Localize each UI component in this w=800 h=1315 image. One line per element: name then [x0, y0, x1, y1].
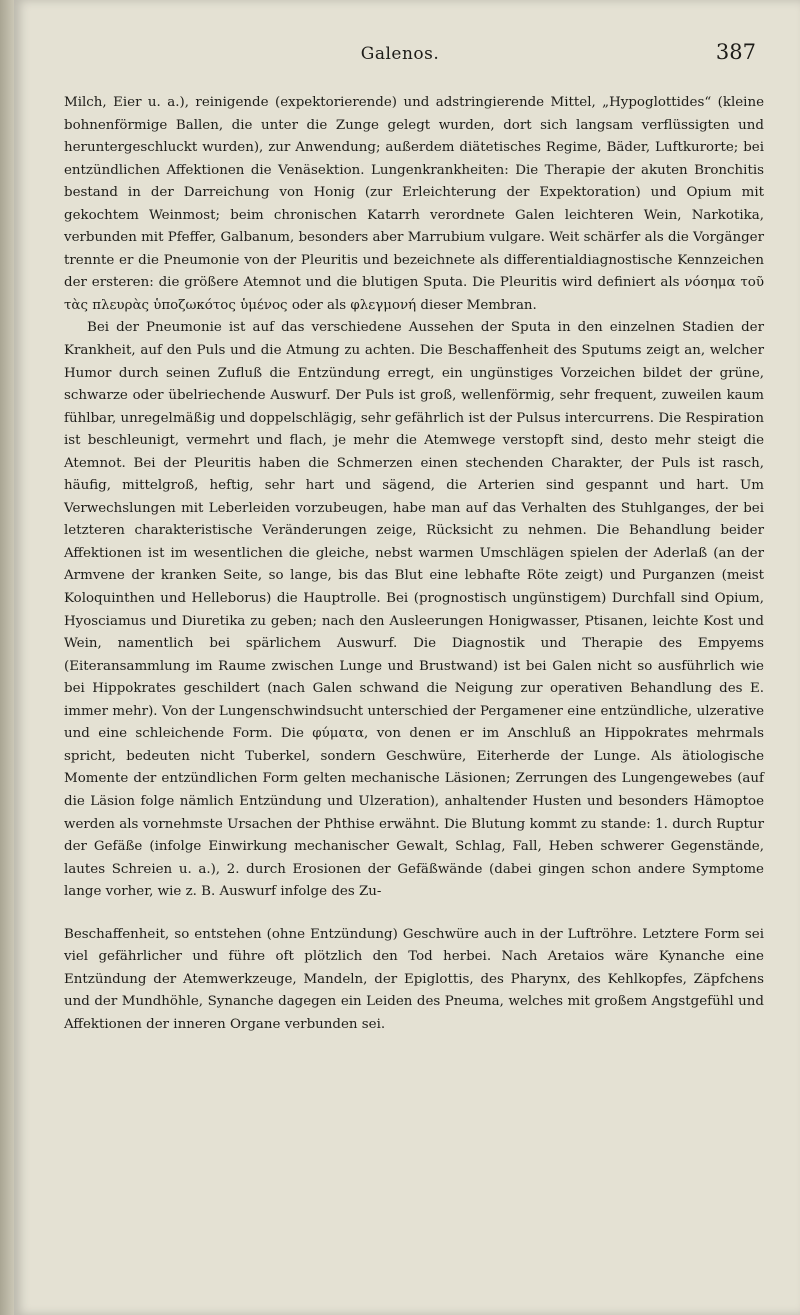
paragraph: Beschaffenheit, so entstehen (ohne Entzündung) Geschwüre auch in der Luftröhre. Letztere Form sei viel gefährlicher und führe oft plötzlich den Tod herbei. Nach Aretaios wäre Kynanche eine Entzündung der Atemwerkzeuge, Mandeln, der Epiglottis, des Pharynx, des Kehlkopfes, Zäpfchens und der Mundhöhle, Synanche dagegen ein Leiden des Pneuma, welches mit großem Angstgefühl und Affektionen der inneren Organe verbunden sei.	[64, 926, 764, 1032]
book-spine-shadow	[0, 0, 14, 1315]
body-text	[64, 92, 764, 1036]
page-header	[0, 40, 800, 74]
paragraph: Milch, Eier u. a.), reinigende (expektorierende) und adstringierende Mittel, „Hypoglottides“ (kleine bohnenförmige Ballen, die unter die Zunge gelegt wurden, dort sich langsam verflüssigten und heruntergeschluckt wurden), zur Anwendung; außerdem diätetisches Regime, Bäder, Luftkurorte; bei entzündlichen Affektionen die Venäsektion. Lungenkrankheiten: Die Therapie der akuten Bronchitis bestand in der Darreichung von Honig (zur Erleichterung der Expektoration) und Opium mit gekochtem Weinmost; beim chronischen Katarrh verordnete Galen leichteren Wein, Narkotika, verbunden mit Pfeffer, Galbanum, besonders aber Marrubium vulgare. Weit schärfer als die Vorgänger trennte er die Pneumonie von der Pleuritis und bezeichnete als differentialdiagnostische Kennzeichen der ersteren: die größere Atemnot und die blutigen Sputa. Die Pleuritis wird definiert als νόσημα τοῦ τὰς πλευρὰς ὑποζωκότος ὑμένος oder als φλεγμονή dieser Membran.	[64, 95, 764, 313]
page-number: 387	[715, 40, 756, 64]
running-title: Galenos.	[360, 44, 440, 64]
paragraph: Bei der Pneumonie ist auf das verschiedene Aussehen der Sputa in den einzelnen Stadien der Krankheit, auf den Puls und die Atmung zu achten. Die Beschaffenheit des Sputums zeigt an, welcher Humor durch seinen Zufluß die Entzündung erregt, ein ungünstiges Vorzeichen bildet der grüne, schwarze oder übelriechende Auswurf. Der Puls ist groß, wellenförmig, sehr frequent, zuweilen kaum fühlbar, unregelmäßig und doppelschlägig, sehr gefährlich ist der Pulsus intercurrens. Die Respiration ist beschleunigt, vermehrt und flach, je mehr die Atemwege verstopft sind, desto mehr steigt die Atemnot. Bei der Pleuritis haben die Schmerzen einen stechenden Charakter, der Puls ist rasch, häufig, mittelgroß, heftig, sehr hart und sägend, die Arterien sind gespannt und hart. Um Verwechslungen mit Leberleiden vorzubeugen, habe man auf das Verhalten des Stuhlganges, der bei letzteren charakteristische Veränderungen zeige, Rücksicht zu nehmen. Die Behandlung beider Affektionen ist im wesentlichen die gleiche, nebst warmen Umschlägen spielen der Aderlaß (an der Armvene der kranken Seite, so lange, bis das Blut eine lebhafte Röte zeigt) und Purganzen (meist Koloquinthen und Helleborus) die Hauptrolle. Bei (prognostisch ungünstigem) Durchfall sind Opium, Hyosciamus und Diuretika zu geben; nach den Ausleerungen Honigwasser, Ptisanen, leichte Kost und Wein, namentlich bei spärlichem Auswurf. Die Diagnostik und Therapie des Empyems (Eiteransammlung im Raume zwischen Lunge und Brustwand) ist bei Galen nicht so ausführlich wie bei Hippokrates geschildert (nach Galen schwand die Neigung zur operativen Behandlung des E. immer mehr). Von der Lungenschwindsucht unterschied der Pergamener eine entzündliche, ulzerative und eine schleichende Form. Die φύματα, von denen er im Anschluß an Hippokrates mehrmals spricht, bedeuten nicht Tuberkel, sondern Geschwüre, Eiterherde der Lunge. Als ätiologische Momente der entzündlichen Form gelten mechanische Läsionen; Zerrungen des Lungengewebes (auf die Läsion folge nämlich Entzündung und Ulzeration), anhaltender Husten und besonders Hämoptoe werden als vornehmste Ursachen der Phthise erwähnt. Die Blutung kommt zu stande: 1. durch Ruptur der Gefäße (infolge Einwirkung mechanischer Gewalt, Schlag, Fall, Heben schwerer Gegenstände, lautes Schreien u. a.), 2. durch Erosionen der Gefäßwände (dabei gingen schon andere Symptome lange vorher, wie z. B. Auswurf infolge des Zu-	[64, 320, 764, 900]
section-gap	[64, 904, 764, 924]
